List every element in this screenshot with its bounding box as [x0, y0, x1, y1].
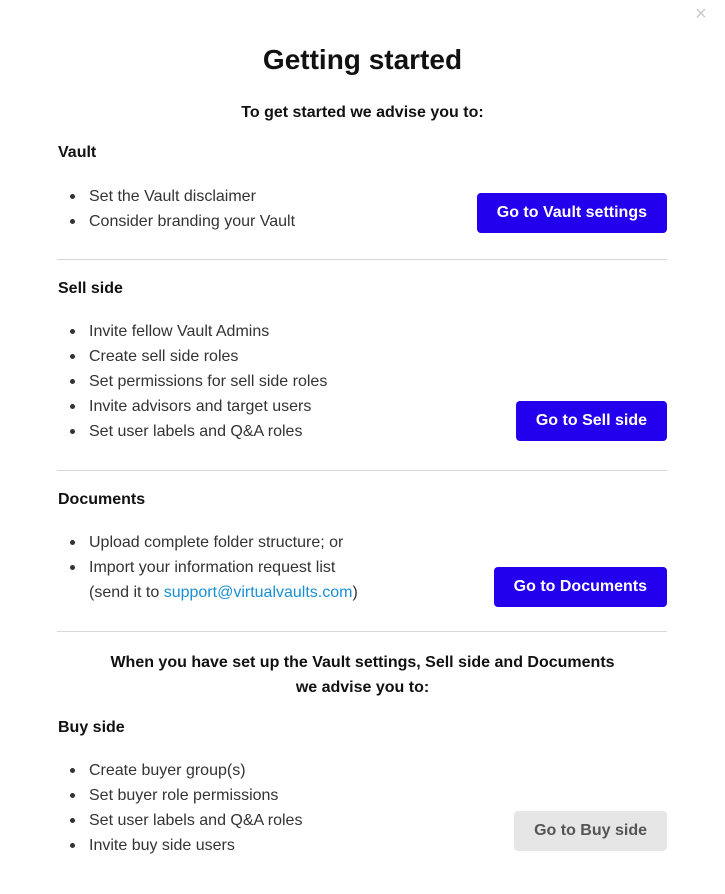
divider	[57, 259, 667, 260]
close-icon[interactable]: ×	[695, 3, 707, 25]
list-item: Consider branding your Vault	[70, 209, 295, 234]
go-to-vault-settings-button[interactable]: Go to Vault settings	[477, 193, 667, 233]
list-item: Invite fellow Vault Admins	[70, 319, 327, 344]
divider	[57, 470, 667, 471]
list-item: Set permissions for sell side roles	[70, 369, 327, 394]
documents-task-list	[70, 530, 358, 606]
list-item: Upload complete folder structure; or	[70, 530, 358, 555]
go-to-sell-side-button[interactable]: Go to Sell side	[516, 401, 667, 441]
vault-task-list	[70, 184, 295, 234]
sell-side-task-list	[70, 319, 327, 444]
list-item: Import your information request list	[70, 555, 358, 580]
follow-up-note-line2: we advise you to:	[295, 679, 430, 696]
list-item: Invite advisors and target users	[70, 394, 327, 419]
list-item: Set user labels and Q&A roles	[70, 808, 302, 833]
note-prefix: (send it to	[89, 584, 164, 601]
list-item: Set buyer role permissions	[70, 783, 302, 808]
follow-up-note	[0, 650, 725, 700]
dialog-title: Getting started	[262, 44, 463, 75]
go-to-documents-button[interactable]: Go to Documents	[494, 567, 667, 607]
divider	[57, 631, 667, 632]
list-item: Create buyer group(s)	[70, 758, 302, 783]
note-suffix: )	[352, 584, 358, 601]
support-email-link[interactable]: support@virtualvaults.com	[163, 584, 353, 601]
support-email-note	[70, 580, 358, 606]
vault-section-title: Vault	[58, 144, 97, 161]
list-item: Invite buy side users	[70, 833, 302, 858]
list-item: Create sell side roles	[70, 344, 327, 369]
go-to-buy-side-button[interactable]: Go to Buy side	[514, 811, 667, 851]
list-item: Set the Vault disclaimer	[70, 184, 295, 209]
list-item: Set user labels and Q&A roles	[70, 419, 327, 444]
buy-side-section-title: Buy side	[58, 719, 125, 736]
follow-up-note-line1: When you have set up the Vault settings, Sell side and Documents	[110, 654, 615, 671]
dialog-subtitle: To get started we advise you to:	[241, 104, 484, 121]
buy-side-task-list	[70, 758, 302, 858]
documents-section-title: Documents	[58, 491, 146, 508]
sell-side-section-title: Sell side	[58, 280, 123, 297]
